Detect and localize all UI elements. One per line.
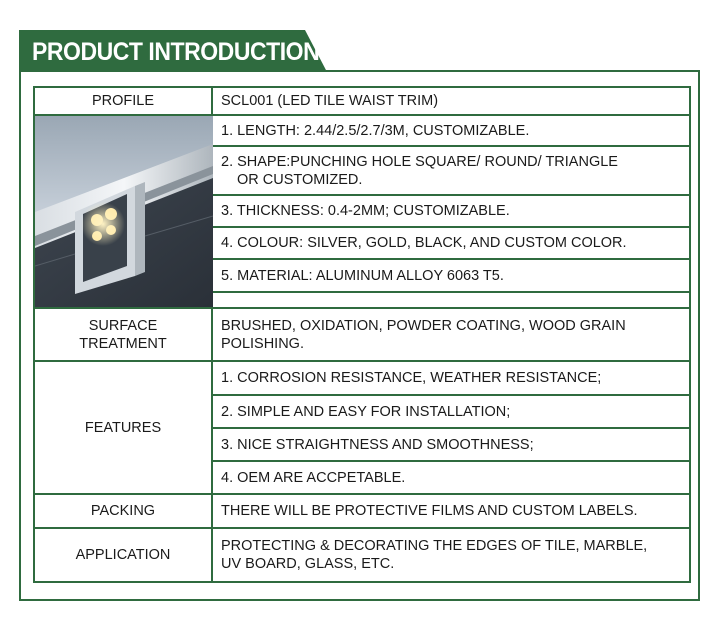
spec-colour: 4. COLOUR: SILVER, GOLD, BLACK, AND CUSTOM COLOR. [212, 227, 690, 259]
profile-label: PROFILE [34, 87, 212, 115]
page-title: PRODUCT INTRODUCTION [32, 38, 320, 66]
application-value [212, 528, 690, 582]
table-row [34, 308, 690, 361]
packing-label: PACKING [34, 494, 212, 528]
application-value-line1: PROTECTING & DECORATING THE EDGES OF TILE, MARBLE, [221, 538, 648, 554]
packing-value: THERE WILL BE PROTECTIVE FILMS AND CUSTOM LABELS. [212, 494, 690, 528]
table-row [34, 361, 690, 395]
table-row [34, 494, 690, 528]
table-row [34, 87, 690, 115]
spec-material: 5. MATERIAL: ALUMINUM ALLOY 6063 T5. [212, 259, 690, 291]
product-photo [35, 116, 213, 307]
surface-value [212, 308, 690, 361]
surface-value-line2: POLISHING. [221, 335, 304, 352]
spec-thickness: 3. THICKNESS: 0.4-2MM; CUSTOMIZABLE. [212, 195, 690, 227]
application-label: APPLICATION [34, 528, 212, 582]
feature-item: 1. CORROSION RESISTANCE, WEATHER RESISTANCE; [212, 361, 690, 395]
application-value-line2: UV BOARD, GLASS, ETC. [221, 556, 395, 572]
spec-table [33, 86, 691, 583]
table-row [34, 115, 690, 146]
spec-shape [212, 146, 690, 195]
features-label: FEATURES [34, 361, 212, 494]
profile-value: SCL001 (LED TILE WAIST TRIM) [212, 87, 690, 115]
product-image-cell [34, 115, 212, 308]
feature-item: 4. OEM ARE ACCPETABLE. [212, 461, 690, 494]
spec-length: 1. LENGTH: 2.44/2.5/2.7/3M, CUSTOMIZABLE. [212, 115, 690, 146]
surface-value-line1: BRUSHED, OXIDATION, POWDER COATING, WOOD GRAIN [221, 317, 626, 334]
surface-label [34, 308, 212, 361]
table-row [34, 528, 690, 582]
surface-label-line2: TREATMENT [79, 335, 167, 352]
spec-shape-line2: OR CUSTOMIZED. [237, 171, 363, 188]
surface-label-line1: SURFACE [88, 317, 158, 334]
spec-empty [212, 292, 690, 308]
feature-item: 3. NICE STRAIGHTNESS AND SMOOTHNESS; [212, 428, 690, 461]
spec-shape-line1: 2. SHAPE:PUNCHING HOLE SQUARE/ ROUND/ TRIANGLE [221, 153, 618, 170]
feature-item: 2. SIMPLE AND EASY FOR INSTALLATION; [212, 395, 690, 428]
